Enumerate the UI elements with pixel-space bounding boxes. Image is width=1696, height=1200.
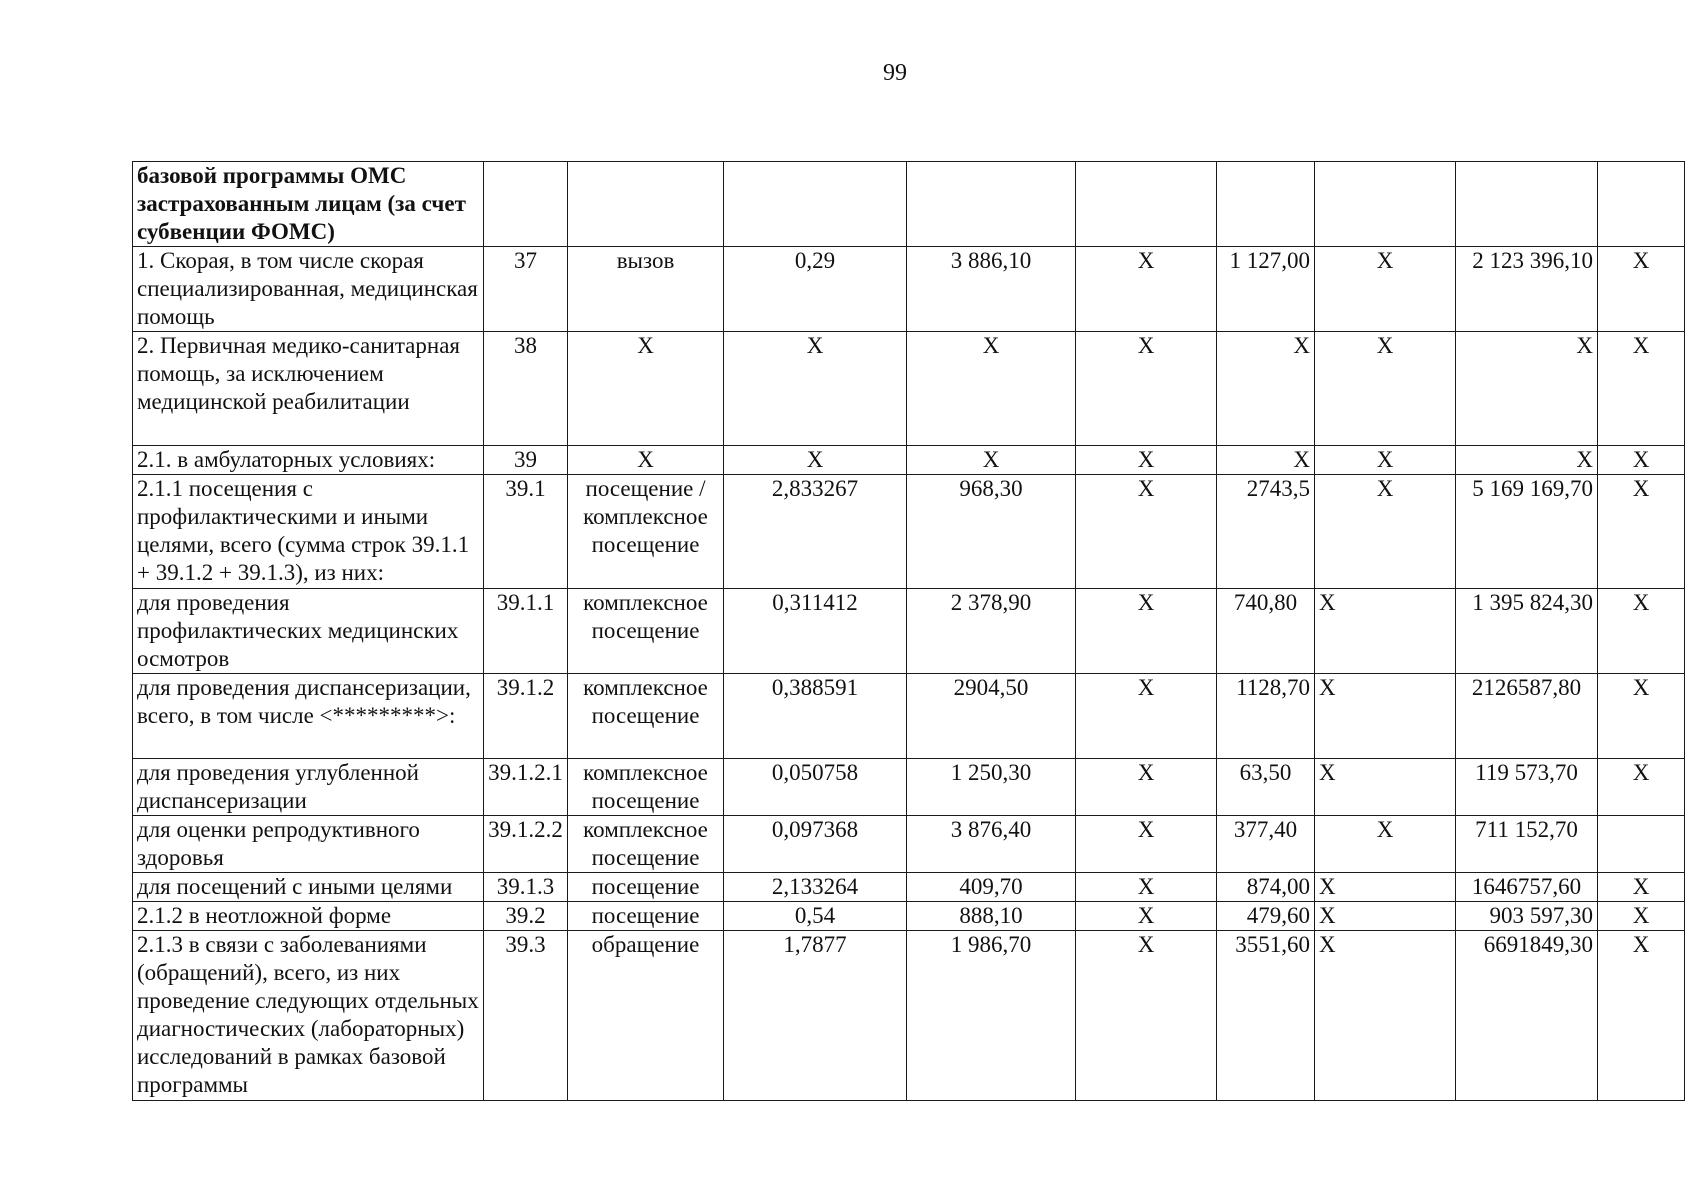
table-cell: 888,10 (907, 902, 1076, 931)
table-cell: 740,80 (1217, 589, 1315, 674)
row-label: для проведения профилактических медицинских осмотров (133, 589, 484, 674)
row-label: для оценки репродуктивного здоровья (133, 816, 484, 873)
table-cell: 903 597,30 (1456, 902, 1598, 931)
table-cell: посещение (568, 873, 724, 902)
table-cell: X (1315, 873, 1456, 902)
table-cell: X (1456, 332, 1598, 446)
table-cell: 377,40 (1217, 816, 1315, 873)
table-cell: комплексное посещение (568, 589, 724, 674)
table-cell (907, 162, 1076, 247)
table-cell: 2,833267 (724, 475, 907, 589)
table-cell: 3 876,40 (907, 816, 1076, 873)
table-cell: X (1076, 759, 1217, 816)
table-cell: вызов (568, 247, 724, 332)
table-cell: 0,29 (724, 247, 907, 332)
table-cell: X (1598, 931, 1685, 1101)
table-cell: 5 169 169,70 (1456, 475, 1598, 589)
table-cell: 3 886,10 (907, 247, 1076, 332)
table-cell: X (907, 446, 1076, 475)
table-cell: посещение / комплексное посещение (568, 475, 724, 589)
table-cell (484, 162, 568, 247)
row-label: для проведения углубленной диспансеризации (133, 759, 484, 816)
table-cell (568, 162, 724, 247)
table-cell: X (1315, 902, 1456, 931)
table-cell: 1 986,70 (907, 931, 1076, 1101)
table-row (133, 247, 1685, 332)
table-cell: 0,097368 (724, 816, 907, 873)
table-cell: 2743,5 (1217, 475, 1315, 589)
table-cell: 2 123 396,10 (1456, 247, 1598, 332)
table-cell: 409,70 (907, 873, 1076, 902)
table-cell: X (1598, 332, 1685, 446)
table-cell: 1 127,00 (1217, 247, 1315, 332)
table-cell: X (568, 446, 724, 475)
table-cell: X (1076, 475, 1217, 589)
tariff-table (132, 161, 1685, 1101)
row-label: 2.1.2 в неотложной форме (133, 902, 484, 931)
row-label: для проведения диспансеризации, всего, в том числе <*********>: (133, 674, 484, 759)
table-cell: 1128,70 (1217, 674, 1315, 759)
table-cell: X (1315, 446, 1456, 475)
table-cell: 39 (484, 446, 568, 475)
table-row (133, 162, 1685, 247)
table-cell: 38 (484, 332, 568, 446)
row-label: 2. Первичная медико-санитарная помощь, за исключением медицинской реабилитации (133, 332, 484, 446)
table-cell: X (1315, 332, 1456, 446)
table-cell: 0,311412 (724, 589, 907, 674)
row-label: 2.1.1 посещения с профилактическими и иными целями, всего (сумма строк 39.1.1 + 39.1.2 + 39.1.3), из них: (133, 475, 484, 589)
table-cell: X (1217, 446, 1315, 475)
table-cell (1076, 162, 1217, 247)
table-cell: посещение (568, 902, 724, 931)
table-cell: X (907, 332, 1076, 446)
table-cell: X (568, 332, 724, 446)
table-cell: X (1076, 873, 1217, 902)
table-cell: X (1076, 446, 1217, 475)
table-cell: X (1076, 332, 1217, 446)
table-cell: 39.1.3 (484, 873, 568, 902)
table-cell: X (1076, 902, 1217, 931)
table-cell: 2126587,80 (1456, 674, 1598, 759)
table-cell: 6691849,30 (1456, 931, 1598, 1101)
table-cell: X (1456, 446, 1598, 475)
table-cell: обращение (568, 931, 724, 1101)
table-cell: X (1315, 931, 1456, 1101)
table-row (133, 674, 1685, 759)
table-cell: X (1315, 589, 1456, 674)
table-cell: 119 573,70 (1456, 759, 1598, 816)
table-cell: X (1076, 674, 1217, 759)
table-cell (1217, 162, 1315, 247)
table-cell: 39.2 (484, 902, 568, 931)
table-cell: 0,388591 (724, 674, 907, 759)
table-cell: 479,60 (1217, 902, 1315, 931)
table-row (133, 902, 1685, 931)
table-cell: 0,54 (724, 902, 907, 931)
table-cell: 711 152,70 (1456, 816, 1598, 873)
table-cell: 1,7877 (724, 931, 907, 1101)
table-cell (1315, 162, 1456, 247)
table-cell: X (1598, 674, 1685, 759)
table-cell: X (1598, 589, 1685, 674)
table-cell: 2 378,90 (907, 589, 1076, 674)
table-cell: X (724, 332, 907, 446)
table-cell: 37 (484, 247, 568, 332)
table-cell (1598, 816, 1685, 873)
table-row (133, 589, 1685, 674)
table-cell: 1 395 824,30 (1456, 589, 1598, 674)
table-cell: комплексное посещение (568, 759, 724, 816)
table-cell: 39.1.2 (484, 674, 568, 759)
table-cell: X (1076, 931, 1217, 1101)
table-cell: 874,00 (1217, 873, 1315, 902)
table-cell: X (1315, 816, 1456, 873)
row-label: для посещений с иными целями (133, 873, 484, 902)
table-cell: X (1315, 674, 1456, 759)
table-cell: X (1598, 902, 1685, 931)
table-row (133, 332, 1685, 446)
table-cell: 968,30 (907, 475, 1076, 589)
table-cell: X (1598, 247, 1685, 332)
table-cell: 39.3 (484, 931, 568, 1101)
table-cell: 63,50 (1217, 759, 1315, 816)
table-cell: X (1315, 247, 1456, 332)
table-cell: X (1598, 475, 1685, 589)
row-label: 2.1. в амбулаторных условиях: (133, 446, 484, 475)
table-cell: 1646757,60 (1456, 873, 1598, 902)
table-cell: X (1076, 247, 1217, 332)
table-row (133, 873, 1685, 902)
table-cell: 39.1.2.1 (484, 759, 568, 816)
row-label: базовой программы ОМС застрахованным лицам (за счет субвенции ФОМС) (133, 162, 484, 247)
table-row (133, 816, 1685, 873)
page-number: 99 (883, 60, 907, 86)
row-label: 1. Скорая, в том числе скорая специализированная, медицинская помощь (133, 247, 484, 332)
table-cell: 3551,60 (1217, 931, 1315, 1101)
table-cell: X (1598, 446, 1685, 475)
table-cell: 39.1 (484, 475, 568, 589)
table-cell: X (1217, 332, 1315, 446)
table-row (133, 931, 1685, 1101)
table-cell: X (1598, 759, 1685, 816)
table-row (133, 759, 1685, 816)
table-cell: комплексное посещение (568, 674, 724, 759)
table-cell: X (1315, 759, 1456, 816)
table-cell: X (1598, 873, 1685, 902)
table-row (133, 475, 1685, 589)
table-cell: X (724, 446, 907, 475)
table-cell (1598, 162, 1685, 247)
table-cell: комплексное посещение (568, 816, 724, 873)
table-cell: X (1076, 589, 1217, 674)
table-cell: 2,133264 (724, 873, 907, 902)
table-cell: 1 250,30 (907, 759, 1076, 816)
table-cell (724, 162, 907, 247)
table-cell (1456, 162, 1598, 247)
table-row (133, 446, 1685, 475)
table-cell: X (1076, 816, 1217, 873)
table-cell: 39.1.2.2 (484, 816, 568, 873)
row-label: 2.1.3 в связи с заболеваниями (обращений), всего, из них проведение следующих отдельных диагностических (лабораторных) исследований в рамках базовой программы (133, 931, 484, 1101)
table-cell: 39.1.1 (484, 589, 568, 674)
table-cell: 0,050758 (724, 759, 907, 816)
table-cell: 2904,50 (907, 674, 1076, 759)
table-cell: X (1315, 475, 1456, 589)
